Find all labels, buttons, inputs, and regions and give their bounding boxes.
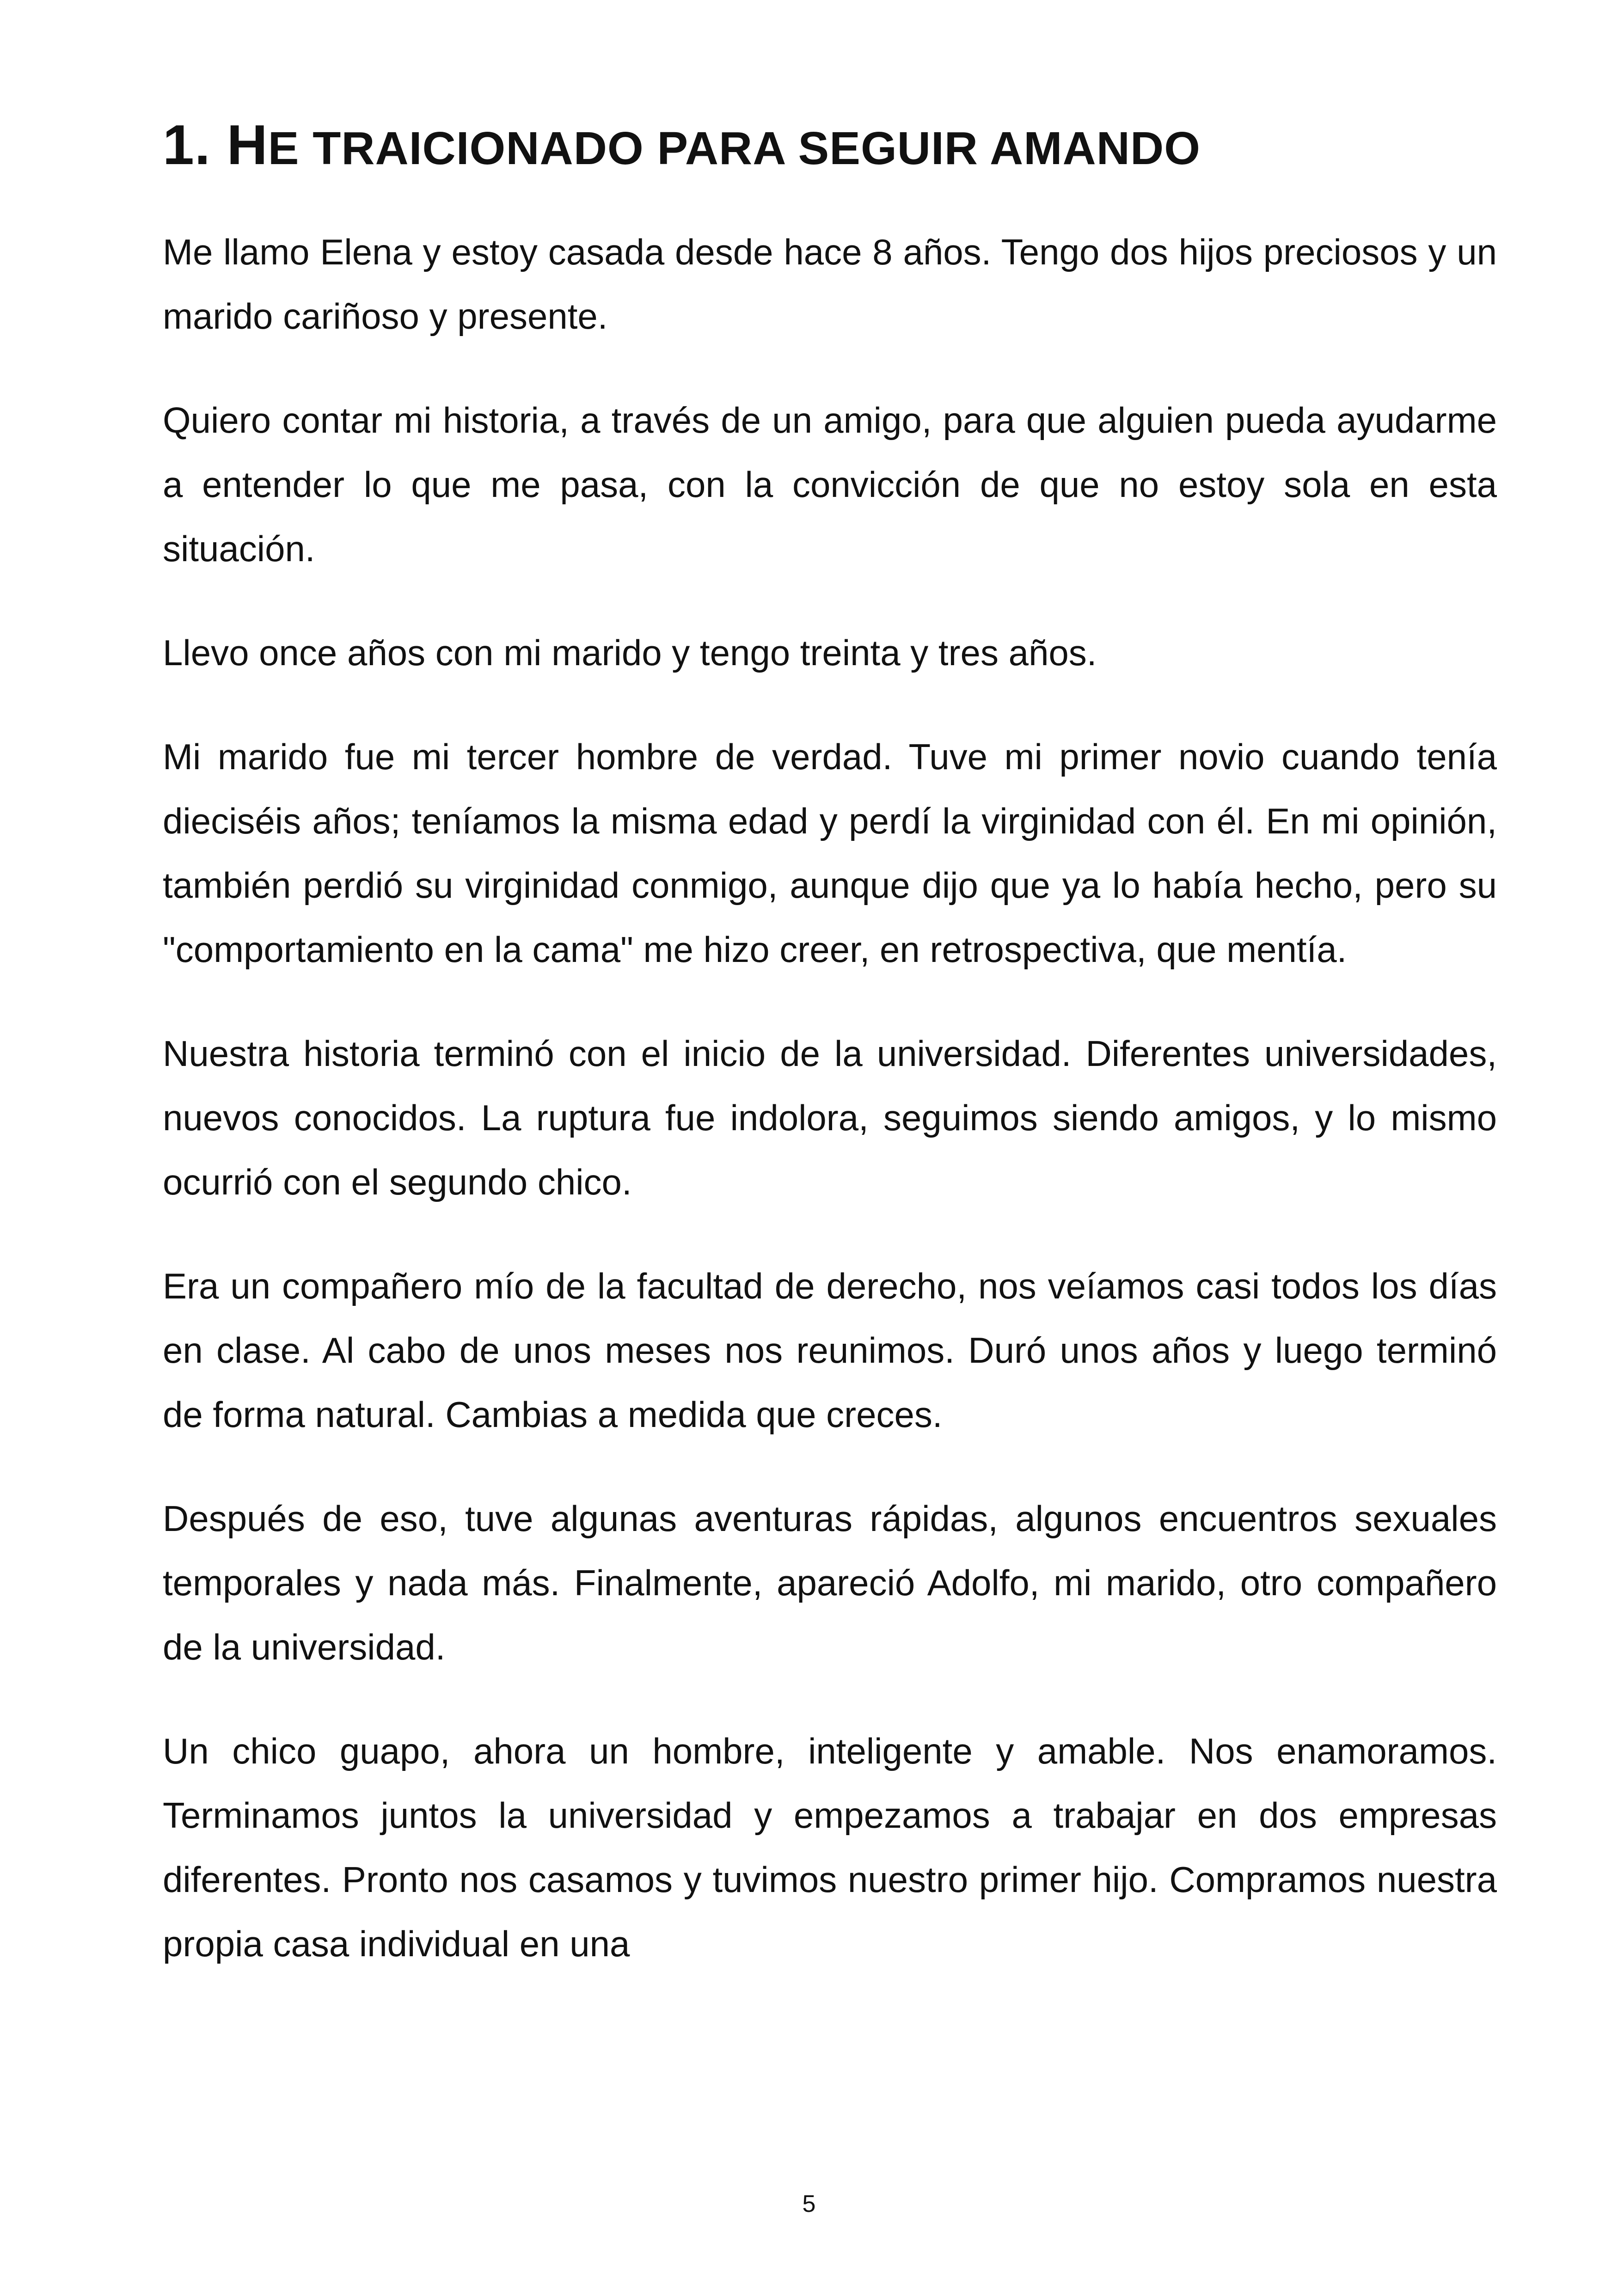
page-number: 5 — [802, 2191, 816, 2217]
page-content — [163, 111, 1497, 2016]
chapter-title-initial: H — [227, 113, 268, 176]
paragraph: Nuestra historia terminó con el inicio de la universidad. Diferentes universidades, nuevos conocidos. La ruptura fue indolora, seguimos siendo amigos, y lo mismo ocurrió con el segundo chico. — [163, 1033, 1497, 1203]
paragraph: Llevo once años con mi marido y tengo treinta y tres años. — [163, 632, 1097, 673]
chapter-number: 1. — [163, 113, 211, 176]
paragraph: Me llamo Elena y estoy casada desde hace 8 años. Tengo dos hijos preciosos y un marido cariñoso y presente. — [163, 232, 1497, 337]
paragraph: Quiero contar mi historia, a través de un amigo, para que alguien pueda ayudarme a entender lo que me pasa, con la convicción de que no estoy sola en esta situación. — [163, 400, 1497, 569]
paragraph: Después de eso, tuve algunas aventuras rápidas, algunos encuentros sexuales temporales y nada más. Finalmente, apareció Adolfo, mi marido, otro compañero de la universidad. — [163, 1498, 1497, 1668]
chapter-title — [163, 111, 1497, 178]
chapter-title-text: E TRAICIONADO PARA SEGUIR AMANDO — [268, 122, 1201, 174]
paragraph: Mi marido fue mi tercer hombre de verdad. Tuve mi primer novio cuando tenía dieciséis años; teníamos la misma edad y perdí la virginidad con él. En mi opinión, también perdió su virginidad conmigo, aunque dijo que ya lo había hecho, pero su "comportamiento en la cama" me hizo creer, en retrospectiva, que mentía. — [163, 736, 1497, 970]
paragraph: Era un compañero mío de la facultad de derecho, nos veíamos casi todos los días en clase. Al cabo de unos meses nos reunimos. Duró unos años y luego terminó de forma natural. Cambias a medida que creces. — [163, 1266, 1497, 1435]
paragraph: Un chico guapo, ahora un hombre, inteligente y amable. Nos enamoramos. Terminamos juntos la universidad y empezamos a trabajar en dos empresas diferentes. Pronto nos casamos y tuvimos nuestro primer hijo. Compramos nuestra propia casa individual en una — [163, 1731, 1497, 1965]
